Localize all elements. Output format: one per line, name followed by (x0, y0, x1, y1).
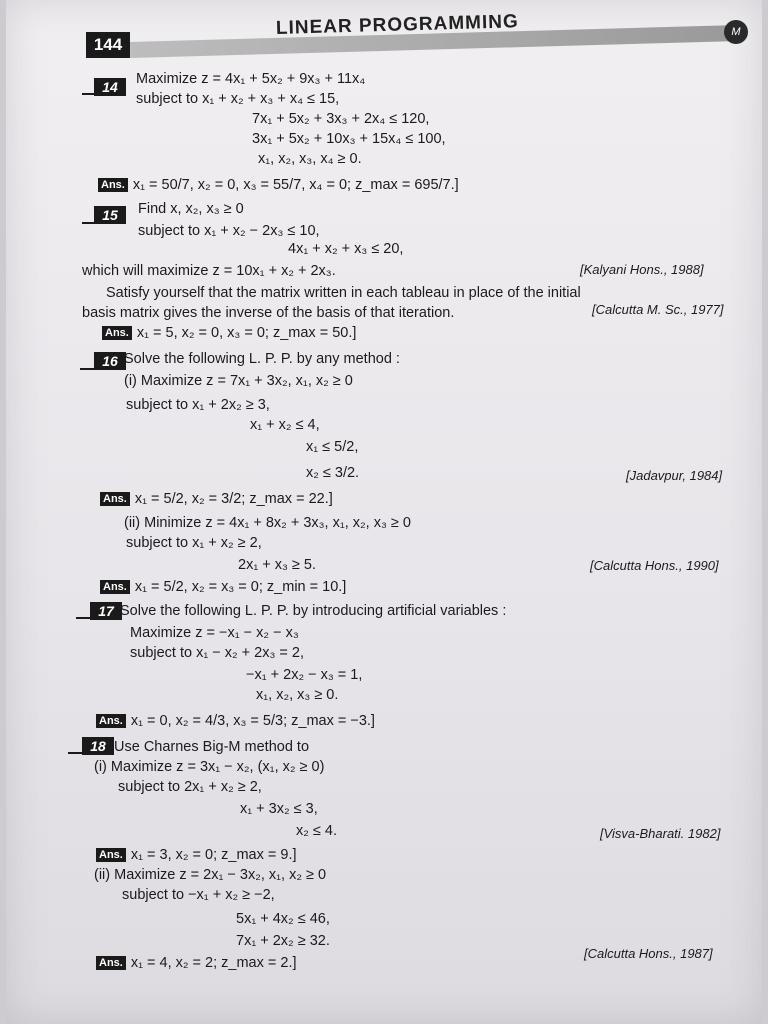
problem-line: x₂ ≤ 3/2. (306, 465, 360, 481)
chapter-title: LINEAR PROGRAMMING (275, 11, 520, 39)
problem-line: (i) Maximize z = 7x₁ + 3x₂, x₁, x₂ ≥ 0 (124, 373, 353, 389)
problem-number-18: 18 (82, 737, 114, 755)
problem-line: x₁ + 3x₂ ≤ 3, (240, 801, 318, 817)
answer-line (96, 954, 297, 972)
problem-line: subject to 2x₁ + x₂ ≥ 2, (118, 779, 262, 795)
problem-line: 4x₁ + x₂ + x₃ ≤ 20, (288, 241, 404, 257)
answer-text: x₁ = 5/2, x₂ = 3/2; z_max = 22.] (134, 491, 333, 507)
page-number: 144 (86, 32, 130, 58)
answer-line (96, 712, 375, 730)
problem-number-17: 17 (90, 602, 122, 620)
problem-line: subject to x₁ − x₂ + 2x₃ = 2, (130, 645, 304, 661)
source-citation: [Kalyani Hons., 1988] (580, 262, 704, 277)
problem-number-15: 15 (94, 206, 126, 224)
source-citation: [Calcutta Hons., 1990] (590, 558, 719, 573)
problem-line: Find x, x₂, x₃ ≥ 0 (138, 201, 244, 217)
problem-line: subject to x₁ + 2x₂ ≥ 3, (126, 397, 270, 413)
problem-line: subject to −x₁ + x₂ ≥ −2, (122, 887, 275, 903)
problem-line: x₁, x₂, x₃ ≥ 0. (256, 687, 339, 703)
answer-tag: Ans. (96, 848, 126, 862)
answer-tag: Ans. (100, 492, 130, 506)
problem-line: (ii) Maximize z = 2x₁ − 3x₂, x₁, x₂ ≥ 0 (94, 867, 327, 883)
problem-line: x₁ ≤ 5/2, (306, 439, 359, 455)
answer-line (100, 490, 333, 508)
answer-text: x₁ = 5/2, x₂ = x₃ = 0; z_min = 10.] (134, 579, 347, 595)
problem-line: −x₁ + 2x₂ − x₃ = 1, (246, 667, 363, 683)
problem-line: Maximize z = −x₁ − x₂ − x₃ (130, 625, 299, 641)
problem-line: 5x₁ + 4x₂ ≤ 46, (236, 911, 330, 927)
answer-line (96, 846, 297, 864)
problem-line: Maximize z = 4x₁ + 5x₂ + 9x₃ + 11x₄ (136, 71, 366, 87)
problem-line: subject to x₁ + x₂ + x₃ + x₄ ≤ 15, (136, 91, 340, 107)
problem-line: 2x₁ + x₃ ≥ 5. (238, 557, 316, 573)
answer-line (98, 176, 459, 194)
book-page (6, 0, 762, 1024)
problem-line: Satisfy yourself that the matrix written in each tableau in place of the initial (106, 285, 581, 301)
answer-line (100, 578, 346, 596)
page-header (86, 11, 756, 60)
source-citation: [Visva-Bharati. 1982] (600, 826, 721, 841)
problem-line: 7x₁ + 5x₂ + 3x₃ + 2x₄ ≤ 120, (252, 111, 430, 127)
publisher-logo: M (724, 20, 748, 44)
problem-number-14: 14 (94, 78, 126, 96)
problem-line: x₂ ≤ 4. (296, 823, 337, 839)
answer-line (102, 324, 356, 342)
answer-text: x₁ = 4, x₂ = 2; z_max = 2.] (130, 955, 297, 971)
answer-text: x₁ = 5, x₂ = 0, x₃ = 0; z_max = 50.] (136, 325, 357, 341)
source-citation: [Calcutta M. Sc., 1977] (592, 302, 724, 317)
problem-line: basis matrix gives the inverse of the basis of that iteration. (82, 305, 455, 321)
answer-tag: Ans. (100, 580, 130, 594)
problem-line: (i) Maximize z = 3x₁ − x₂, (x₁, x₂ ≥ 0) (94, 759, 325, 775)
problem-line: x₁ + x₂ ≤ 4, (250, 417, 320, 433)
problem-line: subject to x₁ + x₂ − 2x₃ ≤ 10, (138, 223, 320, 239)
problem-line: which will maximize z = 10x₁ + x₂ + 2x₃. (82, 263, 336, 279)
answer-tag: Ans. (102, 326, 132, 340)
problem-line: 7x₁ + 2x₂ ≥ 32. (236, 933, 330, 949)
source-citation: [Calcutta Hons., 1987] (584, 946, 713, 961)
answer-tag: Ans. (98, 178, 128, 192)
answer-tag: Ans. (96, 956, 126, 970)
answer-text: x₁ = 50/7, x₂ = 0, x₃ = 55/7, x₄ = 0; z_max = 695/7.] (132, 177, 459, 193)
answer-tag: Ans. (96, 714, 126, 728)
problem-line: 3x₁ + 5x₂ + 10x₃ + 15x₄ ≤ 100, (252, 131, 446, 147)
problem-intro: Use Charnes Big-M method to (114, 739, 310, 755)
answer-text: x₁ = 0, x₂ = 4/3, x₃ = 5/3; z_max = −3.] (130, 713, 375, 729)
problem-intro: Solve the following L. P. P. by introducing artificial variables : (120, 603, 507, 619)
problem-line: (ii) Minimize z = 4x₁ + 8x₂ + 3x₃, x₁, x₂, x₃ ≥ 0 (124, 515, 411, 531)
answer-text: x₁ = 3, x₂ = 0; z_max = 9.] (130, 847, 297, 863)
source-citation: [Jadavpur, 1984] (626, 468, 723, 483)
problem-number-16: 16 (94, 352, 126, 370)
problem-line: subject to x₁ + x₂ ≥ 2, (126, 535, 262, 551)
problem-line: x₁, x₂, x₃, x₄ ≥ 0. (258, 151, 362, 167)
problem-intro: Solve the following L. P. P. by any method : (124, 351, 400, 367)
